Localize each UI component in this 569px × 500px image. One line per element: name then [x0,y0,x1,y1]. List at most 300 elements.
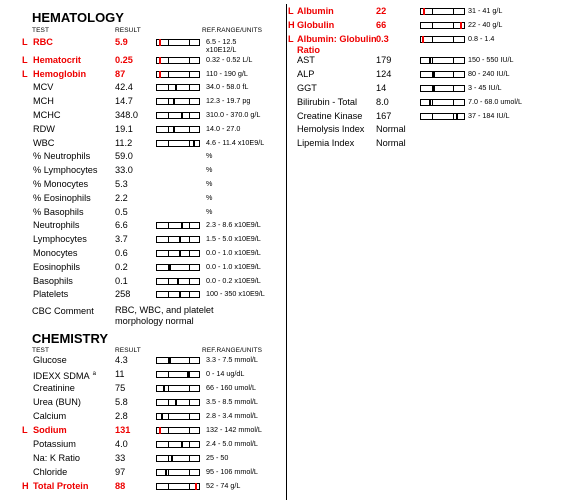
result-value: 5.8 [115,397,128,407]
range-bar-divider [453,100,454,105]
test-name-text: Potassium [33,439,76,449]
test-name-text: RBC [33,37,53,47]
chemistry-row [22,438,284,452]
reference-range [206,235,261,243]
test-name [33,137,54,149]
range-bar-divider [168,72,169,77]
reference-range-text: 0.0 - 0.2 x10E9/L [206,275,261,285]
test-name [33,54,81,66]
test-name [33,81,53,93]
chemistry-row [22,368,284,382]
result-value: 14.7 [115,96,133,107]
range-bar [156,84,200,91]
hematology-row [22,123,284,137]
test-name-text: WBC [33,137,55,148]
reference-range [206,249,261,257]
range-bar-divider [189,113,190,118]
result-marker [175,399,177,406]
range-bar-divider [189,470,190,475]
hematology-row [22,247,284,261]
flag-indicator: L [22,54,28,65]
test-name [297,137,354,149]
result-value: 0.1 [115,275,128,286]
reference-range-text: 2.8 - 3.4 mmol/L [206,411,258,420]
result-value: 131 [115,425,131,435]
range-bar-divider [168,279,169,284]
reference-range [468,35,494,43]
range-bar-divider [453,114,454,119]
result-value: 97 [115,467,126,477]
test-name-text: MCH [33,96,54,107]
test-name [33,36,53,48]
chemistry-col-result: RESULT [115,347,141,354]
reference-range-text: % [206,192,213,202]
test-name [33,233,87,245]
test-name-text: Glucose [33,355,67,365]
result-marker [422,36,424,43]
right-panel-row [288,96,563,110]
range-bar-divider [453,37,454,42]
test-name-text: Hematocrit [33,54,81,65]
range-bar-divider [189,484,190,489]
result-marker [181,112,183,119]
test-name [33,123,55,135]
reference-range [468,84,502,92]
test-name [297,96,357,108]
hematology-row [22,261,284,275]
reference-range-text: 22 - 40 g/L [468,19,503,29]
range-bar [156,427,200,434]
result-value: 14 [376,83,387,93]
result-marker [159,39,161,46]
result-marker [429,57,431,64]
range-bar-divider [168,372,169,377]
hematology-col-result: RESULT [115,27,141,34]
result-value: 124 [376,69,392,80]
test-name [33,68,86,80]
result-marker [433,85,435,92]
range-bar-divider [168,292,169,297]
reference-range-text: 3.3 - 7.5 mmol/L [206,355,258,364]
chemistry-row [22,466,284,480]
reference-range [206,38,236,54]
range-bar [156,413,200,420]
result-marker [173,98,175,105]
test-name-text: ALP [297,69,315,80]
test-name [297,68,314,80]
result-value: 348.0 [115,110,138,120]
range-bar-divider [189,99,190,104]
range-bar-divider [168,40,169,45]
range-bar-divider [168,113,169,118]
flag-indicator: L [22,425,28,435]
reference-range [206,194,212,202]
column-divider [286,4,287,500]
range-bar-divider [189,292,190,297]
test-name [33,438,76,450]
test-name-text: GGT [297,83,317,93]
reference-range-text: 4.6 - 11.4 x10E9/L [206,137,265,147]
result-marker [169,357,171,364]
range-bar-divider [189,358,190,363]
hematology-row [22,164,284,178]
result-marker [181,441,183,448]
hematology-row [22,68,284,82]
result-value: 0.6 [115,248,128,258]
reference-range-text: 52 - 74 g/L [206,481,241,490]
reference-range [206,440,258,448]
result-marker [159,427,161,434]
result-value: 3.7 [115,234,128,245]
hematology-title: HEMATOLOGY [32,10,124,25]
range-bar-divider [189,85,190,90]
reference-range [206,56,252,64]
reference-range-text: % [206,151,213,161]
reference-range-text: % [206,165,213,175]
reference-range-text: 100 - 350 x10E9/L [206,289,265,299]
test-name-text: Na: K Ratio [33,453,80,463]
reference-range [206,139,264,147]
flag-indicator: L [288,33,294,44]
test-name-text: Monocytes [33,248,78,258]
result-value: 2.8 [115,411,128,421]
range-bar-divider [432,37,433,42]
hematology-col-ref: REF.RANGE/UNITS [202,27,263,34]
range-bar [156,222,200,229]
result-marker [163,385,165,392]
test-name [297,110,362,122]
test-name-line2: Ratio [297,44,320,55]
flag-indicator: L [22,37,28,47]
reference-range [206,384,256,392]
test-name-text: Bilirubin - Total [297,96,358,107]
range-bar [156,126,200,133]
reference-range [206,263,261,271]
result-value: 5.3 [115,179,128,189]
result-value: 33.0 [115,165,133,176]
reference-range-text: 132 - 142 mmol/L [206,425,262,434]
range-bar-divider [189,58,190,63]
footnote-marker: a [92,371,97,377]
test-name-text: Total Protein [33,481,89,491]
test-name [33,410,66,422]
range-bar-divider [189,127,190,132]
reference-range-text: 3 - 45 IU/L [468,83,502,92]
result-value: 167 [376,110,392,121]
result-value: 179 [376,55,392,66]
reference-range-text: % [206,206,213,216]
result-value: Normal [376,138,406,149]
flag-indicator: L [288,6,294,16]
range-bar-divider [168,414,169,419]
test-name [33,466,67,478]
result-value: 33 [115,453,126,463]
reference-range-text: 2.3 - 8.6 x10E9/L [206,220,261,230]
result-value: 22 [376,6,387,16]
result-value: 66 [376,19,387,30]
test-name-text: % Monocytes [33,179,89,189]
range-bar-divider [453,72,454,77]
test-name [33,368,96,382]
right-panel-row [288,19,563,33]
test-name [33,452,80,464]
test-name-text: IDEXX SDMA [33,371,90,382]
test-name [33,206,84,218]
hematology-row [22,109,284,123]
test-name-text: Basophils [33,275,73,286]
range-bar [156,57,200,64]
chemistry-row [22,410,284,424]
range-bar-divider [189,386,190,391]
result-marker [159,71,161,78]
reference-range [206,97,250,105]
range-bar [156,264,200,271]
hematology-row [22,150,284,164]
range-bar-divider [168,141,169,146]
range-bar [156,278,200,285]
reference-range-text: 95 - 106 mmol/L [206,467,258,476]
test-name-text: Sodium [33,425,67,435]
result-marker [161,413,163,420]
range-bar [156,441,200,448]
result-value: 6.6 [115,220,128,231]
test-name-text: Lipemia Index [297,138,355,149]
reference-range-text: 0.8 - 1.4 [468,33,495,43]
reference-range-text: 25 - 50 [206,453,229,462]
range-bar-divider [168,99,169,104]
test-name-text: Creatine Kinase [297,110,363,121]
flag-indicator: H [288,19,295,30]
result-marker [187,371,189,378]
result-value: 19.1 [115,123,133,134]
test-name-text: Chloride [33,467,68,477]
range-bar-divider [168,58,169,63]
test-name [33,396,81,408]
test-name [33,164,98,176]
test-name-text: RDW [33,123,55,134]
test-name [297,54,315,66]
range-bar-divider [168,442,169,447]
test-name [33,247,77,259]
result-marker [171,455,173,462]
result-value: 0.3 [376,33,389,44]
right-panel-row [288,33,563,55]
hematology-row [22,219,284,233]
range-bar-divider [189,251,190,256]
reference-range-text: 0.0 - 1.0 x10E9/L [206,248,261,257]
test-name [297,5,334,17]
result-marker [181,222,183,229]
range-bar-divider [168,127,169,132]
chemistry-row [22,382,284,396]
reference-range-text: 66 - 160 umol/L [206,383,256,392]
reference-range-text: 0.32 - 0.52 L/L [206,54,253,64]
reference-range-text: % [206,179,213,188]
range-bar-divider [168,400,169,405]
reference-range [206,370,244,378]
reference-range-text: 0 - 14 ug/dL [206,369,245,378]
hematology-row [22,81,284,95]
flag-indicator: L [22,68,28,79]
range-bar [420,22,465,29]
result-value: 59.0 [115,151,133,162]
reference-range [206,166,212,174]
range-bar-divider [189,72,190,77]
test-name-text: % Basophils [33,206,84,217]
reference-range-text: 0.0 - 1.0 x10E9/L [206,261,261,271]
range-bar [420,36,465,43]
reference-range [206,482,240,490]
range-bar-divider [168,456,169,461]
test-name [33,192,91,204]
chemistry-row [22,396,284,410]
test-name-text: MCHC [33,110,61,120]
test-name [33,382,75,394]
range-bar-divider [168,470,169,475]
reference-range [206,356,258,364]
range-bar-divider [432,100,433,105]
right-panel-row [288,82,563,96]
range-bar-divider [453,23,454,28]
range-bar-divider [432,23,433,28]
reference-range-text: 80 - 240 IU/L [468,69,510,79]
range-bar [420,85,465,92]
reference-range [206,468,258,476]
result-marker [177,278,179,285]
result-value: 4.0 [115,439,128,449]
result-marker [179,236,181,243]
result-value: 4.3 [115,355,128,365]
range-bar [156,291,200,298]
right-panel-row [288,5,563,19]
hematology-row [22,95,284,109]
range-bar-divider [189,279,190,284]
test-name [33,95,54,107]
test-name [33,424,67,436]
reference-range [206,70,248,78]
range-bar [156,469,200,476]
test-name [297,82,317,94]
hematology-row [22,206,284,220]
reference-range-text: 2.4 - 5.0 mmol/L [206,439,258,448]
hematology-col-test: TEST [32,27,50,34]
hematology-row [22,36,284,54]
reference-range [468,70,510,78]
cbc-comment-label: CBC Comment [32,306,94,316]
hematology-row [22,275,284,289]
reference-range [206,454,228,462]
reference-range [206,398,258,406]
result-marker [433,71,435,78]
right-panel-row [288,68,563,82]
range-bar-divider [168,428,169,433]
range-bar-divider [453,86,454,91]
right-panel-row [288,137,563,151]
range-bar [156,39,200,46]
reference-range-text: 3.5 - 8.5 mmol/L [206,397,258,406]
range-bar [156,455,200,462]
reference-range [206,111,260,119]
range-bar [156,71,200,78]
range-bar-divider [189,442,190,447]
test-name [33,288,68,300]
result-value: 88 [115,481,126,491]
reference-range [468,21,502,29]
chemistry-row [22,480,284,494]
test-name [33,178,88,190]
test-name-text: Globulin [297,19,335,30]
result-marker [175,84,177,91]
result-marker [169,264,171,271]
reference-range [468,112,510,120]
test-name [297,33,377,55]
range-bar [420,71,465,78]
test-name-text: MCV [33,82,54,93]
range-bar-divider [168,484,169,489]
result-marker [460,22,462,29]
result-value: 87 [115,68,126,79]
range-bar-divider [432,9,433,14]
range-bar-divider [432,114,433,119]
reference-range [206,125,240,133]
reference-range-text: 110 - 190 g/L [206,68,248,78]
range-bar-divider [189,428,190,433]
range-bar-divider [189,414,190,419]
range-bar-divider [189,400,190,405]
test-name-text: % Neutrophils [33,151,91,162]
result-marker [195,483,197,490]
chemistry-title: CHEMISTRY [32,331,109,346]
range-bar-divider [168,223,169,228]
test-name-text: AST [297,55,315,66]
reference-range-text: 31 - 41 g/L [468,6,503,15]
range-bar [156,483,200,490]
result-value: 5.9 [115,37,128,47]
test-name-text: Albumin [297,6,334,16]
chemistry-col-ref: REF.RANGE/UNITS [202,347,263,354]
range-bar-divider [189,265,190,270]
range-bar [156,112,200,119]
hematology-row [22,233,284,247]
chemistry-row [22,452,284,466]
test-name-text: Hemolysis Index [297,124,365,135]
test-name-text: Albumin: Globulin [297,33,377,44]
result-value: 2.2 [115,192,128,203]
reference-range-units: x10E12/L [206,45,237,54]
hematology-row [22,192,284,206]
reference-range-text: 310.0 - 370.0 g/L [206,110,261,119]
test-name [297,123,364,135]
result-value: 0.5 [115,206,128,217]
test-name-text: Lymphocytes [33,234,87,245]
reference-range-text: 7.0 - 68.0 umol/L [468,96,522,106]
result-value: 258 [115,289,131,300]
reference-range [206,83,248,91]
right-panel-row [288,123,563,137]
result-marker [179,250,181,257]
range-bar [156,140,200,147]
range-bar [420,113,465,120]
result-marker [173,126,175,133]
right-panel-row [288,54,563,68]
hematology-row [22,288,284,302]
range-bar-divider [168,85,169,90]
range-bar-divider [432,58,433,63]
hematology-row [22,137,284,151]
range-bar [420,57,465,64]
range-bar-divider [189,141,190,146]
result-value: 42.4 [115,82,133,93]
